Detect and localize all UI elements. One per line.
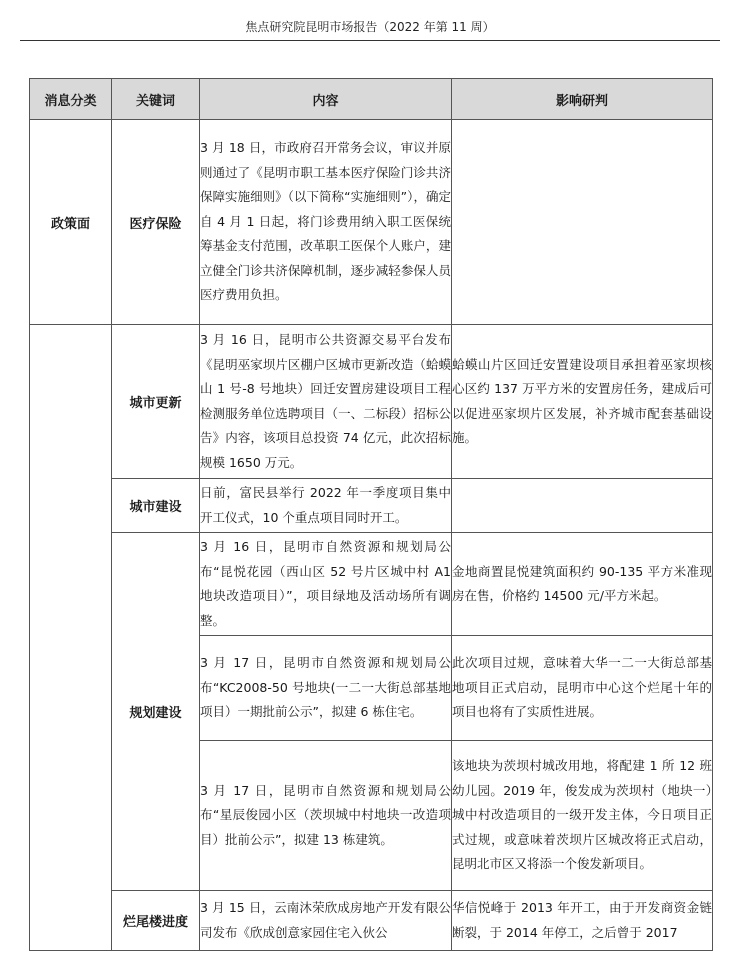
header-category: 消息分类 [30, 79, 112, 120]
impact-cell: 蛤蟆山片区回迁安置建设项目承担着巫家坝核心区约 137 万平方米的安置房任务，建成后可以促进巫家坝片区发展，补齐城市配套基础设施。 [452, 325, 713, 479]
keyword-cell: 医疗保险 [112, 120, 200, 325]
content-cell: 3 月 16 日，昆明市自然资源和规划局公布“昆悦花园（西山区 52 号片区城中村 A1 地块改造项目）”，项目绿地及活动场所有调整。 [200, 533, 452, 636]
content-cell: 3 月 17 日，昆明市自然资源和规划局公布“星辰俊园小区（茨坝城中村地块一改造项目）批前公示”，拟建 13 栋建筑。 [200, 741, 452, 891]
impact-cell [452, 120, 713, 325]
content-cell: 3 月 15 日，云南沐荣欣成房地产开发有限公司发布《欣成创意家园住宅入伙公 [200, 891, 452, 951]
impact-cell: 该地块为茨坝村城改用地，将配建 1 所 12 班幼儿园。2019 年，俊发成为茨坝村（地块一）城中村改造项目的一级开发主体，今日项目正式过规，或意味着茨坝片区城改将正式启动，昆明北市区又将添一个俊发新项目。 [452, 741, 713, 891]
table-row [30, 891, 713, 951]
content-cell: 日前，富民县举行 2022 年一季度项目集中开工仪式，10 个重点项目同时开工。 [200, 479, 452, 533]
impact-cell: 华信悦峰于 2013 年开工，由于开发商资金链断裂，于 2014 年停工，之后曾于 2017 [452, 891, 713, 951]
header-content: 内容 [200, 79, 452, 120]
content-cell: 3 月 18 日，市政府召开常务会议，审议并原则通过了《昆明市职工基本医疗保险门诊共济保障实施细则》（以下简称“实施细则”），确定自 4 月 1 日起，将门诊费用纳入职工医保统筹基金支付范围，改革职工医保个人账户，建立健全门诊共济保障机制，逐步减轻参保人员医疗费用负担。 [200, 120, 452, 325]
header-keyword: 关键词 [112, 79, 200, 120]
report-title: 焦点研究院昆明市场报告（2022 年第 11 周） [245, 20, 495, 34]
page-header [20, 14, 720, 41]
header-impact: 影响研判 [452, 79, 713, 120]
keyword-cell: 规划建设 [112, 533, 200, 891]
table-row [30, 479, 713, 533]
table-row [30, 325, 713, 479]
content-cell: 3 月 16 日，昆明市公共资源交易平台发布《昆明巫家坝片区棚户区城市更新改造（蛤蟆山 1 号-8 号地块）回迁安置房建设项目工程检测服务单位选聘项目（一、二标段）招标公告》内容，该项目总投资 74 亿元，此次招标规模 1650 万元。 [200, 325, 452, 479]
impact-cell [452, 479, 713, 533]
table-row [30, 120, 713, 325]
impact-cell: 金地商置昆悦建筑面积约 90-135 平方米准现房在售，价格约 14500 元/平方米起。 [452, 533, 713, 636]
table-row [30, 533, 713, 636]
impact-cell: 此次项目过规，意味着大华一二一大街总部基地项目正式启动，昆明市中心这个烂尾十年的项目也将有了实质性进展。 [452, 636, 713, 741]
report-table [29, 78, 713, 951]
content-cell: 3 月 17 日，昆明市自然资源和规划局公布“KC2008-50 号地块(一二一大街总部基地项目）一期批前公示”，拟建 6 栋住宅。 [200, 636, 452, 741]
category-cell: 政策面 [30, 120, 112, 325]
table-header-row [30, 79, 713, 120]
keyword-cell: 烂尾楼进度 [112, 891, 200, 951]
keyword-cell: 城市更新 [112, 325, 200, 479]
category-cell [30, 325, 112, 951]
keyword-cell: 城市建设 [112, 479, 200, 533]
